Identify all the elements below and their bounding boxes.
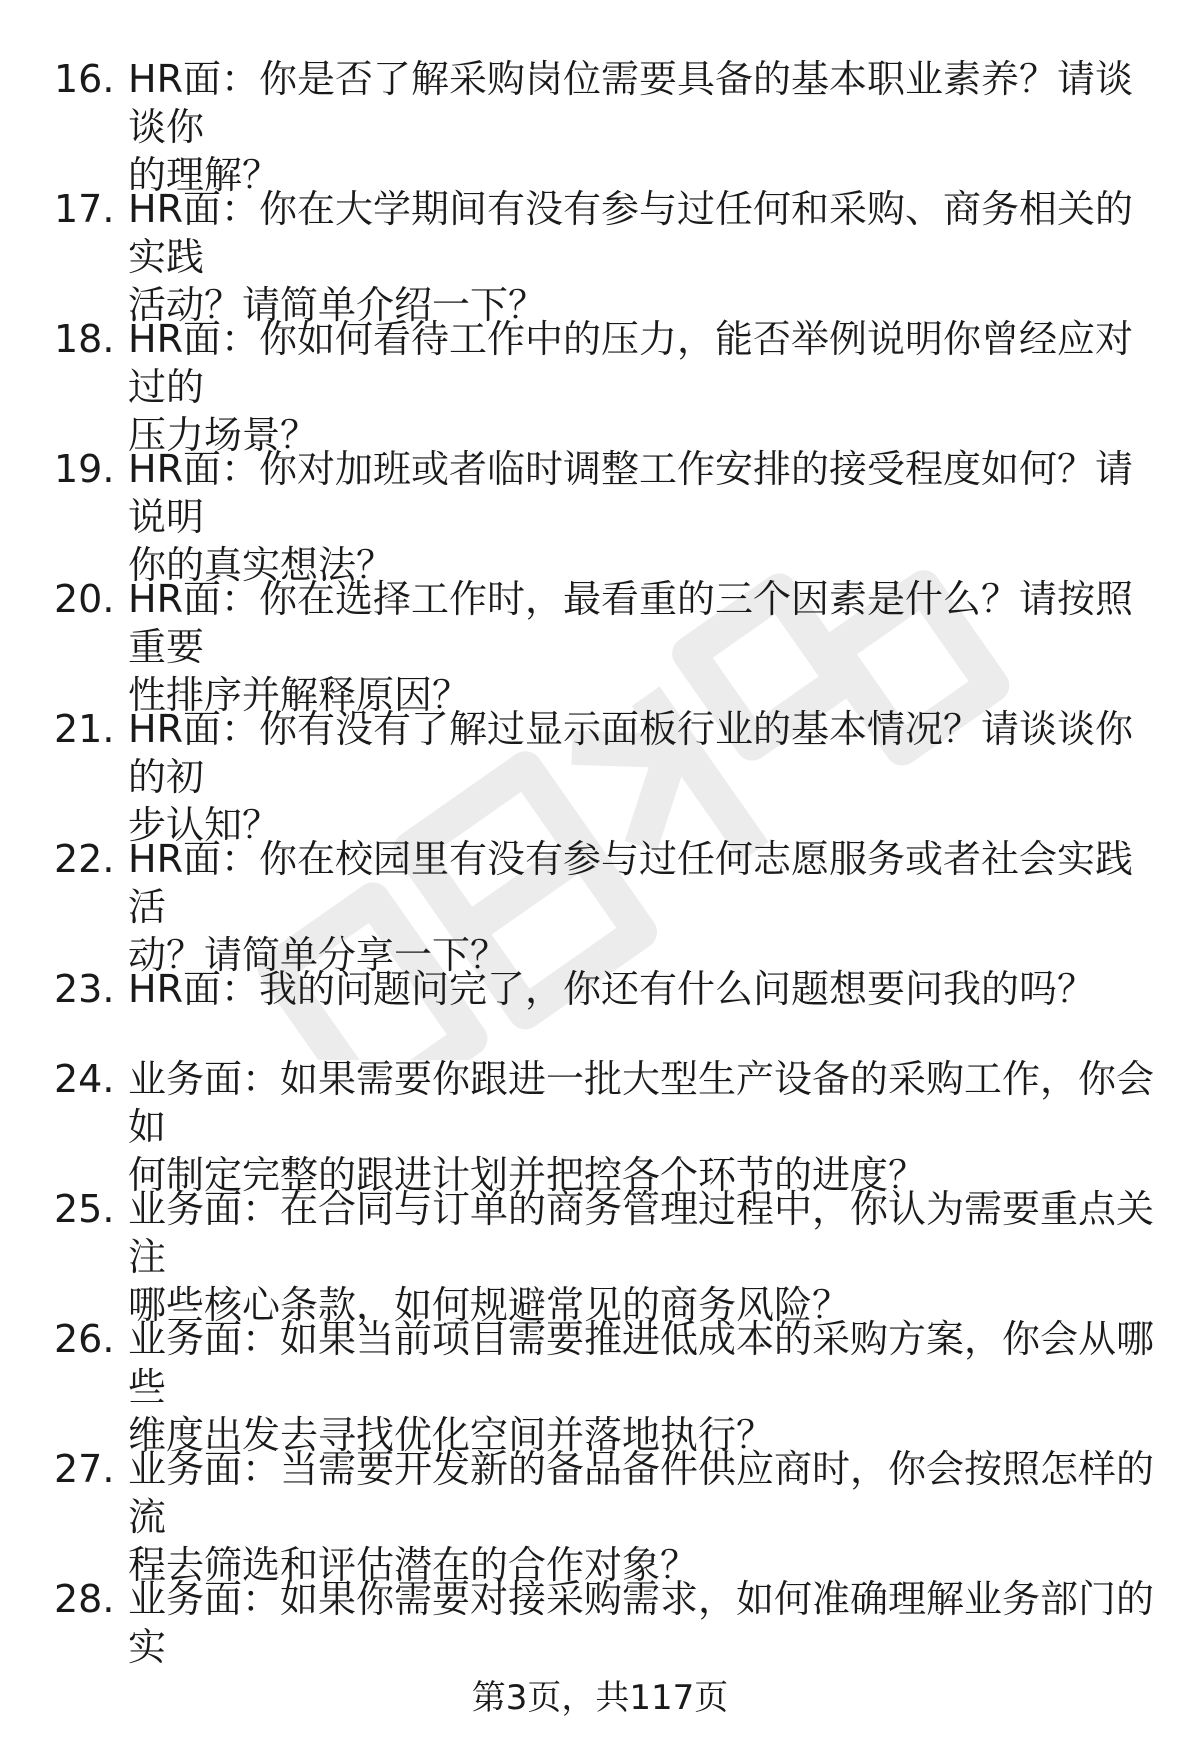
list-item <box>0 1315 1200 1457</box>
list-item <box>0 445 1200 587</box>
question-text: 业务面：在合同与订单的商务管理过程中，你认为需要重点关注 哪些核心条款，如何规避常见的商务风险？ <box>128 1187 1155 1327</box>
question-text: 业务面：如果需要你跟进一批大型生产设备的采购工作，你会如 何制定完整的跟进计划并把控各个环节的进度？ <box>128 1057 1155 1197</box>
question-number: 22. <box>54 837 115 881</box>
question-number: 28. <box>54 1577 115 1621</box>
question-text: HR面：你如何看待工作中的压力，能否举例说明你曾经应对过的 压力场景？ <box>128 317 1133 457</box>
question-number: 26. <box>54 1317 115 1361</box>
question-text: HR面：你在选择工作时，最看重的三个因素是什么？请按照重要 性排序并解释原因？ <box>128 577 1133 717</box>
question-text: 业务面：如果你需要对接采购需求，如何准确理解业务部门的实 <box>128 1577 1155 1669</box>
question-text: HR面：你在大学期间有没有参与过任何和采购、商务相关的实践 活动？请简单介绍一下？ <box>128 187 1133 327</box>
page-number-label: 第3页，共117页 <box>471 1678 729 1718</box>
question-text: 业务面：当需要开发新的备品备件供应商时，你会按照怎样的流 程去筛选和评估潜在的合作对象？ <box>128 1447 1155 1587</box>
question-text: HR面：你在校园里有没有参与过任何志愿服务或者社会实践活 动？请简单分享一下？ <box>128 837 1133 977</box>
list-item <box>0 1055 1200 1197</box>
question-number: 17. <box>54 187 115 231</box>
question-number: 27. <box>54 1447 115 1491</box>
question-number: 23. <box>54 967 115 1011</box>
question-number: 24. <box>54 1057 115 1101</box>
list-item <box>0 835 1200 977</box>
question-number: 18. <box>54 317 115 361</box>
question-number: 19. <box>54 447 115 491</box>
list-item <box>0 55 1200 197</box>
list-item <box>0 575 1200 717</box>
list-item <box>0 1185 1200 1327</box>
question-text: 业务面：如果当前项目需要推进低成本的采购方案，你会从哪些 维度出发去寻找优化空间并落地执行？ <box>128 1317 1155 1457</box>
list-item <box>0 965 1200 1055</box>
question-text: HR面：你对加班或者临时调整工作安排的接受程度如何？请说明 你的真实想法？ <box>128 447 1133 587</box>
list-item <box>0 1445 1200 1587</box>
question-text: HR面：你是否了解采购岗位需要具备的基本职业素养？请谈谈你 的理解？ <box>128 57 1133 197</box>
page-footer <box>0 1676 1200 1720</box>
list-item <box>0 315 1200 457</box>
question-number: 25. <box>54 1187 115 1231</box>
question-number: 21. <box>54 707 115 751</box>
question-number: 16. <box>54 57 115 101</box>
question-text: HR面：你有没有了解过显示面板行业的基本情况？请谈谈你的初 步认知？ <box>128 707 1133 847</box>
list-item <box>0 705 1200 847</box>
list-item <box>0 185 1200 327</box>
question-number: 20. <box>54 577 115 621</box>
question-list <box>0 55 1200 1705</box>
question-text: HR面：我的问题问完了，你还有什么问题想要问我的吗？ <box>128 967 1095 1011</box>
